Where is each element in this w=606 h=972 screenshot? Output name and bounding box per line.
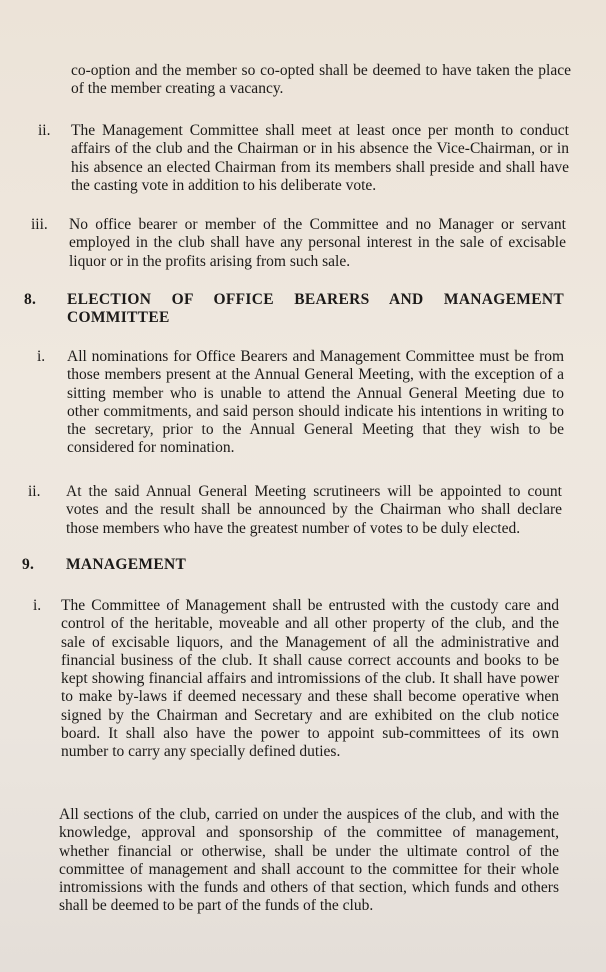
continuation-paragraph: co-option and the member so co-opted shall be deemed to have taken the place of the member creating a vacancy. [71,62,571,98]
clause-number: i. [33,597,42,614]
section-number: 9. [22,556,35,573]
clause-text: All nominations for Office Bearers and Management Committee must be from those members present at the Annual General Meeting, with the exception of a sitting member who is unable to attend the Annual General Meeting due to other commitments, and said person should indicate his intentions in writing to the secretary, prior to the Annual General Meeting that they wish to be considered for nomination. [67,348,564,457]
clause-number: iii. [31,216,48,233]
clause-text: The Management Committee shall meet at least once per month to conduct affairs of the club and the Chairman or in his absence the Vice-Chairman, or in his absence an elected Chairman from its members shall preside and shall have the casting vote in addition to his deliberate vote. [71,122,569,194]
section-title: MANAGEMENT [66,556,187,573]
clause-number: i. [37,348,46,365]
clause-number: ii. [38,122,51,139]
clause-text: The Committee of Management shall be entrusted with the custody care and control of the heritable, moveable and all other property of the club, and the sale of excisable liquors, and the Management of all the administrative and financial business of the club. It shall cause correct accounts and books to be kept showing financial affairs and intromissions of the club. It shall have power to make by-laws if deemed necessary and these shall become operative when signed by the Chairman and Secretary and are exhibited on the club notice board. It shall also have the power to appoint sub-committees of its own number to carry any specially defined duties. [61,597,559,761]
clause-text: No office bearer or member of the Committee and no Manager or servant employed in the club shall have any personal interest in the sale of excisable liquor or in the profits arising from such sale. [69,216,566,270]
clause-text: At the said Annual General Meeting scrutineers will be appointed to count votes and the result shall be announced by the Chairman who shall declare those members who have the greatest number of votes to be duly elected. [66,483,562,537]
section-title: ELECTION OF OFFICE BEARERS AND MANAGEMENT COMMITTEE [67,291,564,326]
closing-paragraph: All sections of the club, carried on under the auspices of the club, and with the knowledge, approval and sponsorship of the committee of management, whether financial or otherwise, shall be under the ultimate control of the committee of management and shall account to the committee for their whole intromissions with the funds and others of that section, which funds and others shall be deemed to be part of the funds of the club. [59,806,559,915]
section-number: 8. [24,291,37,308]
clause-number: ii. [28,483,41,500]
